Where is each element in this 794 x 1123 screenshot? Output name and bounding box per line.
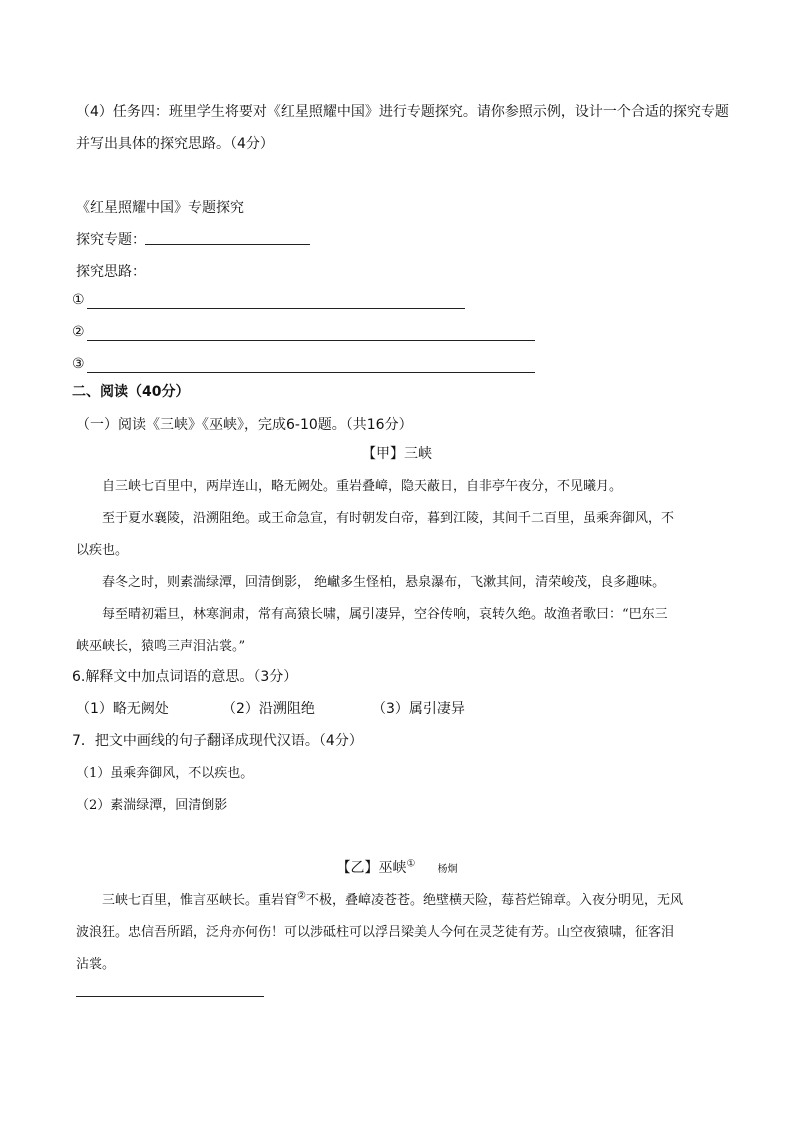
q6-item3: （3）属引凄异 [372, 701, 465, 717]
idea-marker-2: ② [72, 324, 85, 340]
inquiry-topic-blank[interactable] [145, 244, 310, 245]
idea-blank-2[interactable] [87, 340, 535, 341]
passage-b-title: 【乙】巫峡 [336, 860, 407, 876]
passage-a-p1: 自三峡七百里中，两岸连山，略无阙处。重岩叠嶂，隐天蔽日，自非亭午夜分，不见曦月。 [102, 479, 623, 494]
footnote-separator [76, 996, 264, 997]
part1-intro: （一）阅读《三峡》《巫峡》，完成6-10题。（共16分） [76, 417, 413, 433]
passage-a-p4-line2: 峡巫峡长，猿鸣三声泪沾裳。” [76, 639, 246, 654]
idea-marker-1: ① [72, 292, 85, 308]
task4-line1: （4）任务四：班里学生将要对《红星照耀中国》进行专题探究。请你参照示例，设计一个合适的探究专题 [76, 104, 729, 120]
inquiry-topic-label: 探究专题： [76, 232, 146, 248]
passage-b-line1-a: 三峡七百里，惟言巫峡长。重岩窅 [102, 893, 298, 908]
idea-blank-3[interactable] [87, 372, 535, 373]
passage-a-p2-line1: 至于夏水襄陵，沿溯阻绝。或王命急宣，有时朝发白帝，暮到江陵，其间千二百里，虽乘奔御风，不 [102, 511, 675, 526]
passage-b-footnote-mark: ② [297, 890, 306, 902]
idea-blank-1[interactable] [87, 308, 465, 309]
passage-a-p4-line1: 每至晴初霜旦，林寒涧肃，常有高猿长啸，属引凄异，空谷传响，哀转久绝。故渔者歌曰：“巴东三 [102, 607, 668, 622]
inquiry-idea-label: 探究思路： [76, 264, 146, 280]
q7-item2: （2）素湍绿潭，回清倒影 [76, 798, 228, 813]
q6-stem: 6.解释文中加点词语的意思。（3分） [72, 669, 298, 685]
passage-b-title-footnote-mark: ① [406, 858, 416, 870]
passage-b-line2: 波浪狂。忠信吾所蹈，泛舟亦何伤！可以涉砥柱可以浮吕梁美人今何在灵芝徒有芳。山空夜猿啸，征客泪 [76, 925, 675, 940]
passage-b-line1-b: 不极，叠嶂凌苍苍。绝壁横天险，莓苔烂锦章。入夜分明见，无风 [305, 893, 683, 908]
idea-marker-3: ③ [72, 356, 85, 372]
passage-b-author: 杨炯 [437, 864, 458, 875]
passage-a-title: 【甲】三峡 [362, 446, 432, 462]
passage-a-p2-line2: 以疾也。 [76, 543, 129, 558]
q7-stem: 7．把文中画线的句子翻译成现代汉语。（4分） [72, 733, 363, 749]
q7-item1: （1）虽乘奔御风，不以疾也。 [76, 766, 254, 781]
q6-item2: （2）沿溯阻绝 [222, 701, 315, 717]
inquiry-title: 《红星照耀中国》专题探究 [76, 200, 244, 216]
passage-b-line1 [102, 889, 683, 908]
passage-b-line3: 沾裳。 [76, 957, 116, 972]
task4-line2: 并写出具体的探究思路。（4分） [76, 136, 274, 152]
section2-heading: 二、阅读（40分） [72, 384, 190, 400]
q6-item1: （1）略无阙处 [76, 701, 169, 717]
passage-b-title-row [0, 857, 794, 877]
passage-a-p3: 春冬之时，则素湍绿潭，回清倒影， 绝𪩘多生怪柏，悬泉瀑布，飞漱其间，清荣峻茂，良多趣味。 [102, 575, 666, 590]
